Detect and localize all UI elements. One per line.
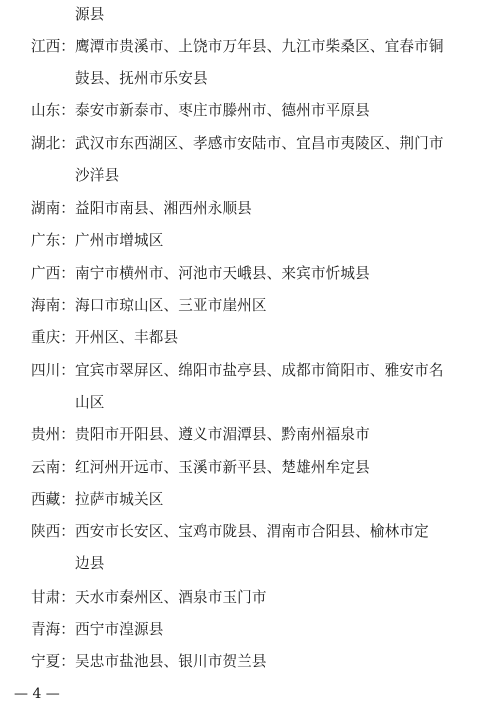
province-label: 湖北： xyxy=(31,135,75,152)
county-list-line: 西安市长安区、宝鸡市陇县、渭南市合阳县、榆林市定 xyxy=(75,523,429,540)
county-list-line: 边县 xyxy=(75,555,105,572)
province-label: 四川： xyxy=(31,362,75,379)
province-label: 重庆： xyxy=(31,329,75,346)
county-list-line: 吴忠市盐池县、银川市贺兰县 xyxy=(75,653,267,670)
continuation-line: 源县 xyxy=(75,6,105,23)
county-list-line: 沙洋县 xyxy=(75,167,120,184)
page-number: — 4 — xyxy=(14,686,60,702)
province-label: 广西： xyxy=(31,265,75,282)
county-list-line: 益阳市南县、湘西州永顺县 xyxy=(75,200,252,217)
county-list-line: 南宁市横州市、河池市天峨县、来宾市忻城县 xyxy=(75,265,370,282)
county-list-line: 泰安市新泰市、枣庄市滕州市、德州市平原县 xyxy=(75,102,370,119)
province-label: 山东： xyxy=(31,102,75,119)
province-label: 青海： xyxy=(31,621,75,638)
county-list-line: 天水市秦州区、酒泉市玉门市 xyxy=(75,589,267,606)
province-label: 贵州： xyxy=(31,426,75,443)
county-list-line: 武汉市东西湖区、孝感市安陆市、宜昌市夷陵区、荆门市 xyxy=(75,135,444,152)
province-label: 陕西： xyxy=(31,523,75,540)
province-label: 宁夏： xyxy=(31,653,75,670)
province-label: 湖南： xyxy=(31,200,75,217)
province-label: 甘肃： xyxy=(31,589,75,606)
county-list-line: 鼓县、抚州市乐安县 xyxy=(75,70,208,87)
county-list-line: 贵阳市开阳县、遵义市湄潭县、黔南州福泉市 xyxy=(75,426,370,443)
county-list-line: 山区 xyxy=(75,394,105,411)
province-label: 江西： xyxy=(31,38,75,55)
county-list-line: 广州市增城区 xyxy=(75,232,164,249)
county-list-line: 拉萨市城关区 xyxy=(75,491,164,508)
county-list-line: 海口市琼山区、三亚市崖州区 xyxy=(75,297,267,314)
province-label: 广东： xyxy=(31,232,75,249)
province-label: 云南： xyxy=(31,459,75,476)
county-list-line: 鹰潭市贵溪市、上饶市万年县、九江市柴桑区、宜春市铜 xyxy=(75,38,444,55)
county-list-line: 宜宾市翠屏区、绵阳市盐亭县、成都市简阳市、雅安市名 xyxy=(75,362,444,379)
county-list-line: 红河州开远市、玉溪市新平县、楚雄州牟定县 xyxy=(75,459,370,476)
province-label: 西藏： xyxy=(31,491,75,508)
province-label: 海南： xyxy=(31,297,75,314)
county-list-line: 开州区、丰都县 xyxy=(75,329,179,346)
county-list-line: 西宁市湟源县 xyxy=(75,621,164,638)
